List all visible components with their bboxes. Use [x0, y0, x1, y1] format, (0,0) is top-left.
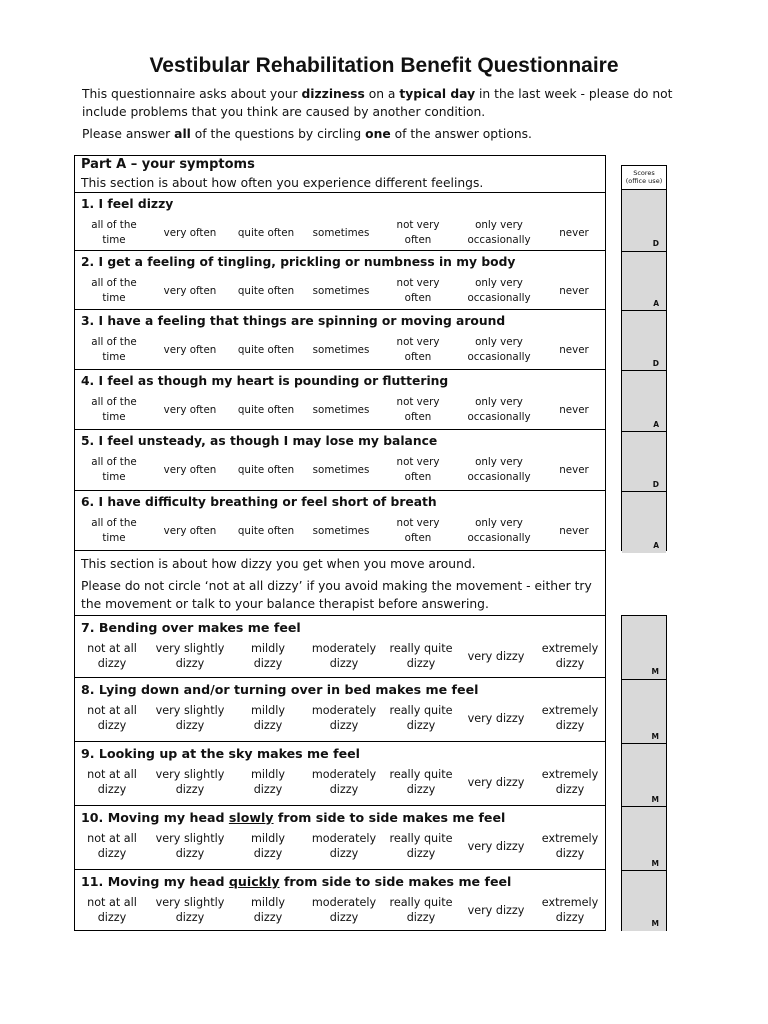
frequency-option[interactable]: [559, 275, 589, 307]
option-label: quite often: [237, 463, 295, 476]
dizziness-option[interactable]: [312, 766, 376, 798]
question-text: 1. I feel dizzy: [81, 197, 174, 211]
option-label: all of the time: [91, 396, 137, 423]
option-label: quite often: [237, 284, 295, 297]
option-label: not at all dizzy: [87, 704, 137, 732]
option-label: very slightly dizzy: [155, 896, 225, 924]
option-label: very dizzy: [467, 839, 525, 853]
dizziness-option[interactable]: [156, 830, 225, 862]
question-text-part: from side to side makes me feel: [279, 874, 512, 889]
option-label: sometimes: [312, 284, 370, 297]
option-label: very often: [163, 403, 217, 416]
scores-header: [622, 166, 666, 190]
dizziness-option[interactable]: [156, 702, 225, 734]
intro-text: in the last week - please do not include problems that you think are caused by another condition.: [82, 87, 673, 119]
answer-options: [75, 334, 607, 366]
option-label: not at all dizzy: [87, 896, 137, 924]
dizziness-option[interactable]: [312, 894, 376, 926]
dizziness-option[interactable]: [87, 640, 137, 672]
frequency-option[interactable]: [313, 454, 370, 486]
option-label: extremely dizzy: [541, 896, 599, 924]
question-row: [75, 192, 605, 251]
option-label: moderately dizzy: [311, 768, 377, 796]
option-label: never: [559, 463, 589, 476]
score-letter: A: [653, 541, 659, 550]
scores-column-b: [621, 615, 667, 931]
question-text: [81, 746, 360, 761]
option-label: sometimes: [312, 343, 370, 356]
dizziness-option[interactable]: [251, 702, 285, 734]
question-text-part: 9. Looking up at the sky makes me feel: [81, 746, 360, 761]
dizziness-option[interactable]: [251, 830, 285, 862]
option-label: extremely dizzy: [541, 642, 599, 670]
dizziness-option[interactable]: [542, 830, 598, 862]
dizziness-option[interactable]: [87, 702, 137, 734]
frequency-option[interactable]: [397, 334, 440, 366]
option-label: never: [559, 403, 589, 416]
dizziness-option[interactable]: [389, 894, 452, 926]
frequency-option[interactable]: [91, 454, 136, 486]
scores-header-title: Scores: [633, 169, 655, 177]
option-label: only very occasionally: [467, 336, 531, 363]
option-label: really quite dizzy: [389, 832, 453, 860]
option-label: not very often: [396, 277, 440, 304]
intro-text: on a: [364, 87, 400, 101]
question-text-emphasis: quickly: [228, 874, 280, 889]
question-row: [75, 490, 605, 551]
dizziness-option[interactable]: [87, 830, 137, 862]
option-label: sometimes: [312, 226, 370, 239]
score-cell: [622, 431, 666, 492]
dizziness-option[interactable]: [389, 830, 452, 862]
score-letter: M: [651, 859, 659, 868]
option-label: not at all dizzy: [87, 832, 137, 860]
question-text-part: 8. Lying down and/or turning over in bed makes me feel: [81, 682, 479, 697]
part-b-instructions: Please do not circle ‘not at all dizzy’ if you avoid making the movement - either try the movement or talk to your balance therapist before answering.: [81, 579, 592, 611]
option-label: moderately dizzy: [311, 704, 377, 732]
intro-paragraph: [82, 85, 682, 121]
frequency-option[interactable]: [313, 394, 370, 426]
score-cell: [622, 806, 666, 871]
answer-options: [75, 894, 607, 926]
question-text-part: from side to side makes me feel: [273, 810, 506, 825]
score-letter: D: [652, 239, 659, 248]
frequency-option[interactable]: [238, 334, 294, 366]
option-label: very dizzy: [467, 711, 525, 725]
dizziness-option[interactable]: [312, 640, 376, 672]
option-label: all of the time: [91, 456, 137, 483]
frequency-option[interactable]: [164, 217, 217, 249]
option-label: very often: [163, 226, 217, 239]
option-label: mildly dizzy: [251, 768, 285, 796]
frequency-option[interactable]: [164, 275, 217, 307]
part-a-section: [74, 155, 606, 551]
frequency-option[interactable]: [164, 334, 217, 366]
answer-options: [75, 217, 607, 249]
question-text: [81, 682, 478, 697]
option-label: very slightly dizzy: [155, 768, 225, 796]
frequency-option[interactable]: [238, 515, 294, 547]
option-label: really quite dizzy: [389, 642, 453, 670]
intro-emphasis: typical day: [399, 87, 476, 101]
dizziness-option[interactable]: [87, 894, 137, 926]
question-text: [81, 810, 505, 825]
option-label: all of the time: [91, 219, 137, 246]
option-label: never: [559, 524, 589, 537]
score-letter: M: [651, 732, 659, 741]
option-label: really quite dizzy: [389, 704, 453, 732]
frequency-option[interactable]: [467, 334, 530, 366]
score-cell: [622, 616, 666, 679]
part-a-subheading: This section is about how often you experience different feelings.: [81, 176, 484, 190]
dizziness-option[interactable]: [389, 640, 452, 672]
intro-text: Please answer: [82, 127, 175, 141]
option-label: never: [559, 226, 589, 239]
option-label: quite often: [237, 343, 295, 356]
part-b-intro: This section is about how dizzy you get when you move around.: [81, 557, 476, 571]
part-b-section: [74, 550, 606, 931]
dizziness-option[interactable]: [468, 640, 525, 672]
question-text: 3. I have a feeling that things are spinning or moving around: [81, 314, 506, 328]
option-label: very slightly dizzy: [155, 642, 225, 670]
option-label: never: [559, 284, 589, 297]
option-label: extremely dizzy: [541, 768, 599, 796]
option-label: sometimes: [312, 403, 370, 416]
option-label: mildly dizzy: [251, 704, 285, 732]
frequency-option[interactable]: [467, 454, 530, 486]
score-letter: A: [653, 420, 659, 429]
dizziness-option[interactable]: [87, 766, 137, 798]
frequency-option[interactable]: [397, 454, 440, 486]
option-label: mildly dizzy: [251, 642, 285, 670]
frequency-option[interactable]: [467, 275, 530, 307]
frequency-option[interactable]: [164, 454, 217, 486]
frequency-option[interactable]: [397, 275, 440, 307]
answer-options: [75, 515, 607, 547]
question-row: [75, 869, 605, 932]
answer-options: [75, 830, 607, 862]
intro-text: of the questions by circling: [190, 127, 366, 141]
option-label: only very occasionally: [467, 277, 531, 304]
option-label: sometimes: [312, 524, 370, 537]
answer-options: [75, 394, 607, 426]
question-text-part: 10. Moving my head: [81, 810, 229, 825]
score-cell: [622, 679, 666, 744]
option-label: mildly dizzy: [251, 832, 285, 860]
option-label: very slightly dizzy: [155, 832, 225, 860]
frequency-option[interactable]: [467, 515, 530, 547]
option-label: only very occasionally: [467, 517, 531, 544]
frequency-option[interactable]: [164, 515, 217, 547]
frequency-option[interactable]: [313, 334, 370, 366]
answer-options: [75, 640, 607, 672]
question-text-part: 7. Bending over makes me feel: [81, 620, 301, 635]
option-label: only very occasionally: [467, 456, 531, 483]
answer-options: [75, 702, 607, 734]
option-label: really quite dizzy: [389, 896, 453, 924]
question-text-part: 11. Moving my head: [81, 874, 229, 889]
frequency-option[interactable]: [467, 394, 530, 426]
frequency-option[interactable]: [397, 394, 440, 426]
scores-header-note: (office use): [625, 177, 663, 185]
intro-text: of the answer options.: [390, 127, 532, 141]
option-label: moderately dizzy: [311, 896, 377, 924]
dizziness-option[interactable]: [389, 702, 452, 734]
frequency-option[interactable]: [91, 394, 136, 426]
question-row: [75, 369, 605, 430]
option-label: moderately dizzy: [311, 832, 377, 860]
part-a-heading: Part A – your symptoms: [81, 157, 255, 172]
score-letter: D: [652, 480, 659, 489]
score-letter: M: [651, 667, 659, 676]
question-row: [75, 741, 605, 806]
question-row: [75, 250, 605, 310]
score-cell: [622, 190, 666, 251]
dizziness-option[interactable]: [468, 766, 525, 798]
option-label: not very often: [396, 456, 440, 483]
frequency-option[interactable]: [91, 334, 136, 366]
question-text-emphasis: slowly: [228, 810, 274, 825]
frequency-option[interactable]: [313, 217, 370, 249]
option-label: moderately dizzy: [311, 642, 377, 670]
score-cell: [622, 491, 666, 553]
page-title: Vestibular Rehabilitation Benefit Questionnaire: [149, 54, 619, 77]
option-label: quite often: [237, 226, 295, 239]
frequency-option[interactable]: [91, 217, 136, 249]
score-cell: [622, 370, 666, 432]
question-row: [75, 805, 605, 870]
dizziness-option[interactable]: [468, 894, 525, 926]
option-label: extremely dizzy: [541, 704, 599, 732]
question-row: [75, 309, 605, 370]
score-cell: [622, 743, 666, 807]
question-text: 2. I get a feeling of tingling, prickling or numbness in my body: [81, 255, 516, 269]
frequency-option[interactable]: [91, 275, 136, 307]
frequency-option[interactable]: [559, 394, 589, 426]
frequency-option[interactable]: [467, 217, 530, 249]
score-letter: M: [651, 919, 659, 928]
question-text: [81, 620, 301, 635]
question-row: [75, 429, 605, 491]
frequency-option[interactable]: [238, 394, 294, 426]
dizziness-option[interactable]: [542, 766, 598, 798]
frequency-option[interactable]: [397, 515, 440, 547]
option-label: not at all dizzy: [87, 642, 137, 670]
frequency-option[interactable]: [238, 454, 294, 486]
frequency-option[interactable]: [313, 275, 370, 307]
option-label: very dizzy: [467, 649, 525, 663]
answer-options: [75, 454, 607, 486]
option-label: very dizzy: [467, 775, 525, 789]
option-label: quite often: [237, 524, 295, 537]
option-label: very often: [163, 284, 217, 297]
option-label: not very often: [396, 219, 440, 246]
intro-emphasis: all: [174, 127, 191, 141]
question-row: [75, 615, 605, 678]
intro-text: This questionnaire asks about your: [82, 87, 302, 101]
dizziness-option[interactable]: [542, 702, 598, 734]
dizziness-option[interactable]: [156, 894, 225, 926]
dizziness-option[interactable]: [468, 830, 525, 862]
option-label: all of the time: [91, 336, 137, 363]
score-cell: [622, 870, 666, 931]
frequency-option[interactable]: [397, 217, 440, 249]
dizziness-option[interactable]: [156, 766, 225, 798]
dizziness-option[interactable]: [156, 640, 225, 672]
answer-options: [75, 766, 607, 798]
score-cell: [622, 310, 666, 371]
option-label: only very occasionally: [467, 396, 531, 423]
question-text: 4. I feel as though my heart is pounding or fluttering: [81, 374, 449, 388]
dizziness-option[interactable]: [312, 702, 376, 734]
score-letter: A: [653, 299, 659, 308]
option-label: all of the time: [91, 517, 137, 544]
score-cell: [622, 251, 666, 311]
question-text: 6. I have difficulty breathing or feel short of breath: [81, 495, 437, 509]
frequency-option[interactable]: [238, 275, 294, 307]
dizziness-option[interactable]: [251, 894, 285, 926]
score-letter: M: [651, 795, 659, 804]
frequency-option[interactable]: [559, 454, 589, 486]
frequency-option[interactable]: [91, 515, 136, 547]
score-letter: D: [652, 359, 659, 368]
option-label: really quite dizzy: [389, 768, 453, 796]
scores-column-a: [621, 165, 667, 551]
dizziness-option[interactable]: [251, 766, 285, 798]
option-label: not very often: [396, 396, 440, 423]
option-label: very often: [163, 343, 217, 356]
instructions-paragraph: [82, 125, 682, 143]
frequency-option[interactable]: [559, 334, 589, 366]
option-label: never: [559, 343, 589, 356]
option-label: very dizzy: [467, 903, 525, 917]
option-label: mildly dizzy: [251, 896, 285, 924]
frequency-option[interactable]: [559, 515, 589, 547]
question-text: [81, 874, 511, 889]
frequency-option[interactable]: [238, 217, 294, 249]
option-label: very slightly dizzy: [155, 704, 225, 732]
intro-emphasis: dizziness: [301, 87, 365, 101]
question-text: 5. I feel unsteady, as though I may lose my balance: [81, 434, 438, 448]
option-label: extremely dizzy: [541, 832, 599, 860]
option-label: very often: [163, 524, 217, 537]
intro-emphasis: one: [365, 127, 391, 141]
option-label: not very often: [396, 517, 440, 544]
option-label: sometimes: [312, 463, 370, 476]
dizziness-option[interactable]: [468, 702, 525, 734]
question-row: [75, 677, 605, 742]
dizziness-option[interactable]: [312, 830, 376, 862]
frequency-option[interactable]: [313, 515, 370, 547]
option-label: only very occasionally: [467, 219, 531, 246]
dizziness-option[interactable]: [251, 640, 285, 672]
dizziness-option[interactable]: [542, 894, 598, 926]
frequency-option[interactable]: [559, 217, 589, 249]
answer-options: [75, 275, 607, 307]
frequency-option[interactable]: [164, 394, 217, 426]
dizziness-option[interactable]: [389, 766, 452, 798]
option-label: quite often: [237, 403, 295, 416]
option-label: not very often: [396, 336, 440, 363]
option-label: all of the time: [91, 277, 137, 304]
option-label: very often: [163, 463, 217, 476]
option-label: not at all dizzy: [87, 768, 137, 796]
dizziness-option[interactable]: [542, 640, 598, 672]
